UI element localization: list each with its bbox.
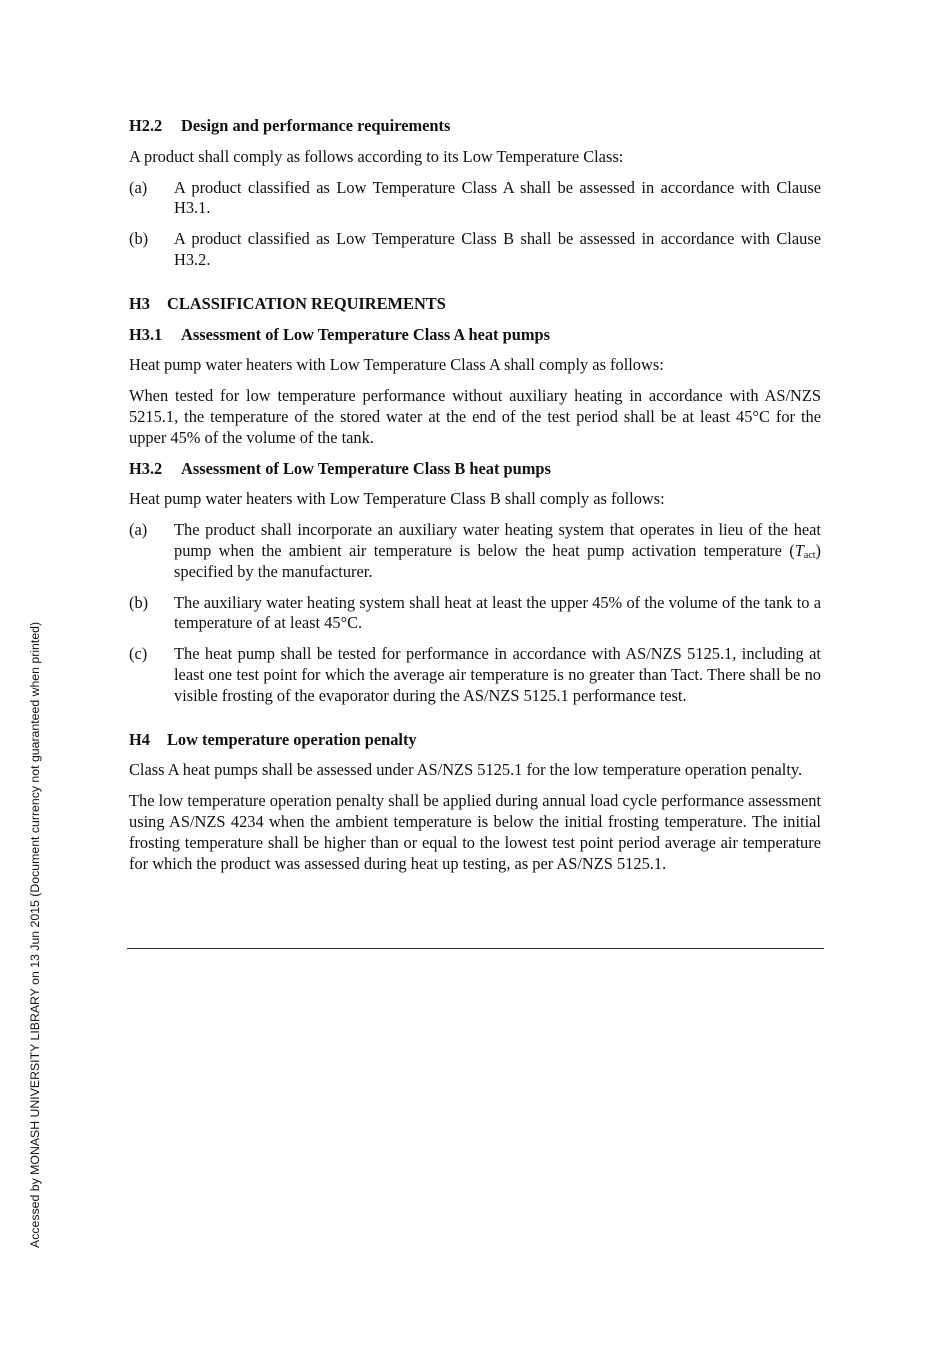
end-rule [127,948,824,949]
section-title: Assessment of Low Temperature Class A heat pumps [181,324,550,344]
paragraph: A product shall comply as follows according to its Low Temperature Class: [129,146,624,166]
list-label: (b) [129,592,149,612]
list-item [129,178,821,220]
document-body [129,116,821,884]
list-item [129,229,821,271]
section-heading-h3-1 [129,325,821,346]
paragraph: Heat pump water heaters with Low Temperature Class A shall comply as follows: [129,355,664,375]
section-heading-h3-2 [129,459,821,480]
list-label: (b) [129,229,149,249]
section-title: Design and performance requirements [181,116,451,135]
section-number: H2.2 [129,116,163,135]
section-number: H3.1 [129,324,163,344]
list-item [129,644,821,706]
paragraph: Class A heat pumps shall be assessed under AS/NZS 5125.1 for the low temperature operation penalty. [129,760,803,780]
symbol-T: T [794,540,804,560]
list-text: A product classified as Low Temperature Class A shall be assessed in accordance with Clause H3.1. [174,177,821,218]
paragraph: The low temperature operation penalty shall be applied during annual load cycle performance assessment using AS/NZS 4234 when the ambient temperature is below the initial frosting temperature. The initial frosting temperature shall be higher than or equal to the lowest test point period average air temperature for which the product was assessed during heat up testing, as per AS/NZS 5125.1. [129,791,821,873]
list-label: (a) [129,520,148,540]
section-title: Low temperature operation penalty [167,729,417,749]
list-label: (c) [129,644,148,664]
text-fragment: The product shall incorporate an auxiliary water heating system that operates in lieu of the heat pump when the ambient air temperature is below the heat pump activation temperature ( [174,520,821,560]
subscript-act: act [803,549,816,561]
paragraph: When tested for low temperature performance without auxiliary heating in accordance with AS/NZS 5215.1, the temperature of the stored water at the end of the test period shall be at least 45°C for the upper 45% of the volume of the tank. [129,386,821,447]
paragraph: Heat pump water heaters with Low Temperature Class B shall comply as follows: [129,489,665,509]
list-text [174,520,821,582]
section-title: Assessment of Low Temperature Class B heat pumps [181,458,551,478]
section-number: H4 [129,729,150,749]
access-watermark: Accessed by MONASH UNIVERSITY LIBRARY on 13 Jun 2015 (Document currency not guaranteed when printed) [28,621,42,1248]
list-text: The heat pump shall be tested for performance in accordance with AS/NZS 5125.1, including at least one test point for which the average air temperature is no greater than Tact. There shall be no visible frosting of the evaporator during the AS/NZS 5125.1 performance test. [174,644,821,705]
list-item [129,593,821,635]
text-fragment: ) specified by the manufacturer. [174,540,821,581]
section-heading-h4 [129,730,821,751]
section-number: H3.2 [129,458,163,478]
section-heading-h2-2 [129,116,821,137]
section-number: H3 [129,293,150,313]
section-heading-h3 [129,294,821,315]
list-item [129,520,821,582]
list-text: A product classified as Low Temperature Class B shall be assessed in accordance with Clause H3.2. [174,229,821,269]
section-title: CLASSIFICATION REQUIREMENTS [167,293,446,313]
list-text: The auxiliary water heating system shall heat at least the upper 45% of the volume of the tank to a temperature of at least 45°C. [174,592,821,633]
list-label: (a) [129,177,148,197]
